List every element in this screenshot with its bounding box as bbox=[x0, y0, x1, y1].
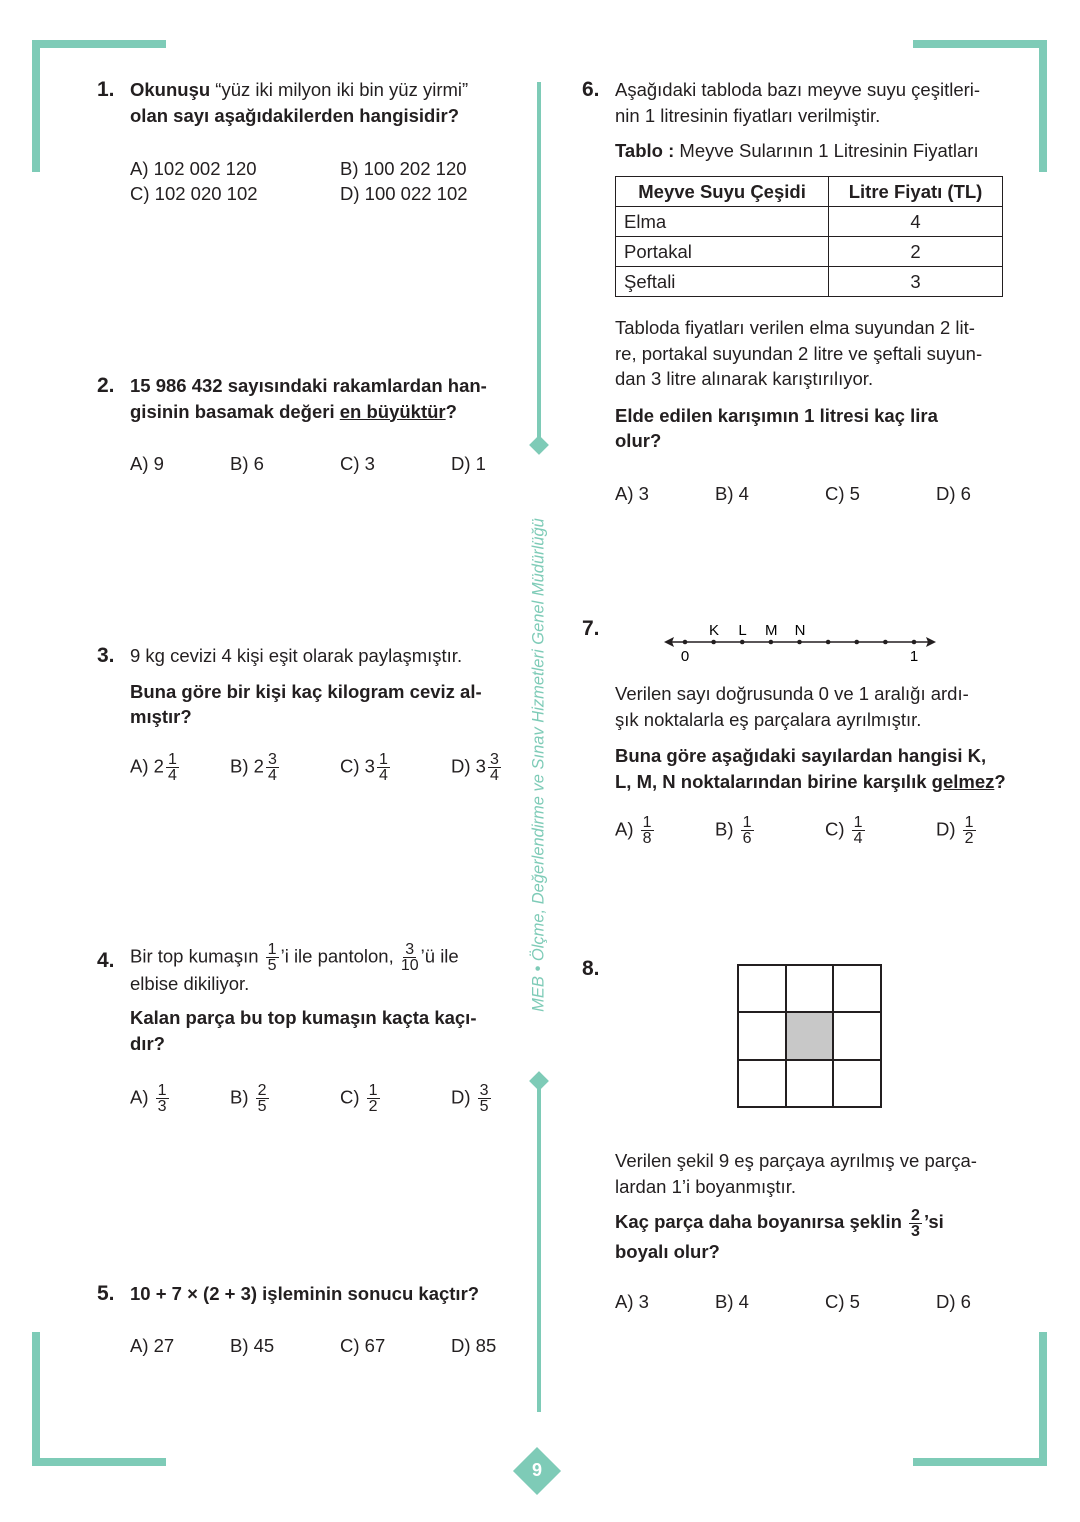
option-b[interactable] bbox=[230, 1083, 271, 1114]
option-a[interactable]: A) 27 bbox=[130, 1335, 175, 1356]
stem-bold: mıştır? bbox=[130, 706, 192, 727]
stem-bold: olur? bbox=[615, 430, 662, 451]
option-letter: B) bbox=[230, 1086, 249, 1108]
option-b[interactable]: B) 4 bbox=[715, 483, 749, 504]
table-cell: Elma bbox=[616, 207, 829, 237]
divider-diamond bbox=[529, 435, 549, 455]
denominator: 2 bbox=[368, 1098, 378, 1115]
corner-bracket bbox=[1039, 40, 1047, 172]
question-number: 2. bbox=[97, 374, 115, 397]
whole: 2 bbox=[253, 755, 264, 777]
grid-cell bbox=[786, 1012, 834, 1059]
one-label: 1 bbox=[909, 648, 919, 665]
question-number: 8. bbox=[582, 957, 600, 980]
option-b[interactable]: B) 6 bbox=[230, 453, 264, 474]
option-d[interactable] bbox=[451, 752, 503, 783]
point-label-k: K bbox=[708, 622, 720, 639]
column-divider bbox=[537, 82, 541, 440]
number-line-point bbox=[683, 640, 688, 645]
question-7-body bbox=[615, 681, 1006, 794]
grid-cell bbox=[738, 1060, 786, 1107]
denominator: 4 bbox=[853, 830, 863, 847]
option-c[interactable]: C) 3 bbox=[340, 453, 375, 474]
denominator: 4 bbox=[489, 767, 499, 784]
side-text: MEB • Ölçme, Değerlendirme ve Sınav Hizmetleri Genel Müdürlüğü bbox=[529, 518, 548, 1012]
stem-text: elbise dikiliyor. bbox=[130, 973, 250, 994]
fraction bbox=[266, 942, 279, 973]
stem-bold: 15 986 432 sayısındaki rakamlardan han- bbox=[130, 375, 487, 396]
option-b[interactable]: B) 4 bbox=[715, 1291, 749, 1312]
numerator: 1 bbox=[742, 814, 752, 831]
stem-text: ’i ile pantolon, bbox=[280, 945, 394, 967]
denominator: 5 bbox=[267, 957, 277, 974]
option-b[interactable] bbox=[230, 752, 281, 783]
fraction bbox=[963, 815, 976, 846]
option-c[interactable]: C) 5 bbox=[825, 1291, 860, 1312]
option-b[interactable] bbox=[715, 815, 756, 846]
corner-bracket bbox=[32, 1458, 166, 1466]
option-b[interactable]: B) 45 bbox=[230, 1335, 275, 1356]
square-grid-figure bbox=[737, 964, 882, 1108]
option-d[interactable]: D) 6 bbox=[936, 1291, 971, 1312]
option-letter: B) bbox=[715, 818, 734, 840]
stem-bold: gisinin basamak değeri bbox=[130, 400, 340, 422]
option-d[interactable] bbox=[451, 1083, 493, 1114]
option-letter: A) bbox=[615, 818, 634, 840]
question-3-stem bbox=[130, 643, 482, 730]
option-letter: D) bbox=[936, 818, 956, 840]
stem-text: Verilen şekil 9 eş parçaya ayrılmış ve parça- bbox=[615, 1150, 977, 1171]
fraction bbox=[909, 1208, 922, 1239]
numerator: 1 bbox=[964, 814, 974, 831]
fraction bbox=[852, 815, 865, 846]
number-line-point bbox=[826, 640, 831, 645]
corner-bracket bbox=[32, 40, 40, 172]
denominator: 6 bbox=[742, 830, 752, 847]
fraction bbox=[488, 752, 501, 783]
stem-text: Verilen sayı doğrusunda 0 ve 1 aralığı ardı- bbox=[615, 683, 969, 704]
whole: 3 bbox=[364, 755, 375, 777]
stem-bold: Buna göre bir kişi kaç kilogram ceviz al- bbox=[130, 680, 482, 702]
question-2-stem bbox=[130, 373, 487, 424]
fraction bbox=[377, 752, 390, 783]
stem-bold: Buna göre aşağıdaki sayılardan hangisi K, bbox=[615, 745, 987, 766]
table-cell: 3 bbox=[829, 267, 1003, 297]
stem-text: Aşağıdaki tabloda bazı meyve suyu çeşitleri- bbox=[615, 79, 981, 100]
number-line-point bbox=[769, 640, 774, 645]
denominator: 5 bbox=[257, 1098, 267, 1115]
option-d[interactable]: D) 85 bbox=[451, 1335, 497, 1356]
numerator: 1 bbox=[368, 1082, 378, 1099]
numerator: 1 bbox=[167, 751, 177, 768]
stem-text: lardan 1’i boyanmıştır. bbox=[615, 1175, 796, 1197]
fraction bbox=[478, 1083, 491, 1114]
option-b[interactable]: B) 100 202 120 bbox=[340, 158, 467, 179]
number-line-point bbox=[854, 640, 859, 645]
numerator: 3 bbox=[405, 941, 415, 958]
grid-cell bbox=[833, 965, 881, 1012]
table-header: Litre Fiyatı (TL) bbox=[829, 177, 1003, 207]
question-1-stem bbox=[130, 77, 468, 128]
denominator: 3 bbox=[911, 1222, 920, 1240]
table-row bbox=[616, 237, 1003, 267]
fraction bbox=[166, 752, 179, 783]
stem-underlined: gelmez bbox=[931, 770, 995, 792]
table-caption: Meyve Sularının 1 Litresinin Fiyatları bbox=[674, 140, 979, 161]
option-letter: B) bbox=[230, 755, 249, 777]
question-number: 4. bbox=[97, 949, 115, 972]
whole: 2 bbox=[153, 755, 164, 777]
table-cell: Portakal bbox=[616, 237, 829, 267]
numerator: 2 bbox=[257, 1082, 267, 1099]
denominator: 4 bbox=[378, 767, 388, 784]
stem-bold: ? bbox=[445, 400, 457, 422]
number-line-point bbox=[797, 640, 802, 645]
table-row bbox=[616, 267, 1003, 297]
option-c[interactable] bbox=[340, 1083, 382, 1114]
table-caption-label: Tablo : bbox=[615, 140, 675, 161]
grid-cell bbox=[786, 1060, 834, 1107]
option-a[interactable] bbox=[130, 752, 181, 783]
option-a[interactable] bbox=[615, 815, 656, 846]
stem-bold: Kalan parça bu top kumaşın kaçta kaçı- bbox=[130, 1007, 477, 1028]
denominator: 4 bbox=[167, 767, 177, 784]
stem-text: Bir top kumaşın bbox=[130, 945, 259, 967]
page-number: 9 bbox=[531, 1460, 542, 1480]
fraction bbox=[367, 1083, 380, 1114]
option-a[interactable]: A) 102 002 120 bbox=[130, 158, 257, 179]
table-cell: Şeftali bbox=[616, 267, 829, 297]
option-letter: A) bbox=[130, 755, 149, 777]
stem-bold: Elde edilen karışımın 1 litresi kaç lira bbox=[615, 404, 938, 426]
option-letter: C) bbox=[825, 818, 845, 840]
numerator: 3 bbox=[479, 1082, 489, 1099]
option-letter: D) bbox=[451, 755, 471, 777]
numerator: 1 bbox=[853, 814, 863, 831]
option-c[interactable]: C) 5 bbox=[825, 483, 860, 504]
option-c[interactable]: C) 102 020 102 bbox=[130, 183, 258, 204]
question-8-body bbox=[615, 1148, 977, 1264]
question-number: 1. bbox=[97, 78, 115, 101]
denominator: 2 bbox=[964, 830, 974, 847]
stem-bold: olan sayı aşağıdakilerden hangisidir? bbox=[130, 104, 459, 126]
zero-label: 0 bbox=[680, 648, 690, 665]
grid-cell bbox=[786, 965, 834, 1012]
fraction bbox=[741, 815, 754, 846]
stem-bold: Kaç parça daha boyanırsa şeklin bbox=[615, 1211, 902, 1232]
stem-text: “yüz iki milyon iki bin yüz yirmi” bbox=[210, 79, 469, 100]
column-divider bbox=[537, 1082, 541, 1412]
corner-bracket bbox=[913, 1458, 1047, 1466]
grid-cell bbox=[738, 965, 786, 1012]
price-table bbox=[615, 176, 1003, 297]
numerator: 3 bbox=[489, 751, 499, 768]
stem-bold: dır? bbox=[130, 1032, 165, 1054]
denominator: 10 bbox=[400, 957, 419, 974]
number-line-point bbox=[883, 640, 888, 645]
table-header: Meyve Suyu Çeşidi bbox=[616, 177, 829, 207]
option-d[interactable]: D) 1 bbox=[451, 453, 486, 474]
corner-bracket bbox=[32, 1332, 40, 1466]
option-a[interactable]: A) 3 bbox=[615, 483, 649, 504]
question-4-stem bbox=[130, 942, 477, 1056]
stem-text: şık noktalarla eş parçalara ayrılmıştır. bbox=[615, 708, 922, 730]
stem-bold: ’si bbox=[923, 1211, 944, 1232]
grid-cell bbox=[833, 1060, 881, 1107]
question-number: 5. bbox=[97, 1282, 115, 1305]
corner-bracket bbox=[913, 40, 1047, 48]
numerator: 1 bbox=[378, 751, 388, 768]
option-c[interactable] bbox=[340, 752, 392, 783]
question-6-stem bbox=[615, 77, 980, 164]
denominator: 8 bbox=[642, 830, 652, 847]
denominator: 4 bbox=[267, 767, 277, 784]
question-6-body bbox=[615, 315, 982, 454]
whole: 3 bbox=[475, 755, 486, 777]
stem-text: Tabloda fiyatları verilen elma suyundan 2 lit- bbox=[615, 317, 975, 338]
table-cell: 4 bbox=[829, 207, 1003, 237]
option-a[interactable]: A) 9 bbox=[130, 453, 164, 474]
grid-cell bbox=[738, 1012, 786, 1059]
option-a[interactable]: A) 3 bbox=[615, 1291, 649, 1312]
table-row bbox=[616, 207, 1003, 237]
table-cell: 2 bbox=[829, 237, 1003, 267]
fraction bbox=[641, 815, 654, 846]
question-number: 3. bbox=[97, 644, 115, 667]
stem-text: nin 1 litresinin fiyatları verilmiştir. bbox=[615, 104, 881, 126]
numerator: 2 bbox=[911, 1206, 920, 1224]
option-letter: C) bbox=[340, 755, 360, 777]
stem-text: 9 kg cevizi 4 kişi eşit olarak paylaşmıştır. bbox=[130, 645, 463, 666]
stem-bold: Okunuşu bbox=[130, 79, 211, 100]
number-line bbox=[660, 615, 940, 665]
number-line-point bbox=[740, 640, 745, 645]
option-d[interactable] bbox=[936, 815, 978, 846]
fraction bbox=[156, 1083, 169, 1114]
stem-underlined: en büyüktür bbox=[339, 400, 446, 422]
numerator: 1 bbox=[267, 941, 277, 958]
stem-text: dan 3 litre alınarak karıştırılıyor. bbox=[615, 368, 874, 389]
number-line-point bbox=[912, 640, 917, 645]
option-letter: A) bbox=[130, 1086, 149, 1108]
stem-text: re, portakal suyundan 2 litre ve şeftali suyun- bbox=[615, 342, 983, 364]
point-label-m: M bbox=[765, 622, 778, 639]
stem-bold: L, M, N noktalarından birine karşılık bbox=[615, 770, 932, 792]
option-letter: D) bbox=[451, 1086, 471, 1108]
option-c[interactable] bbox=[825, 815, 867, 846]
stem-bold: boyalı olur? bbox=[615, 1240, 720, 1262]
question-number: 7. bbox=[582, 617, 600, 640]
option-c[interactable]: C) 67 bbox=[340, 1335, 386, 1356]
numerator: 1 bbox=[642, 814, 652, 831]
option-letter: C) bbox=[340, 1086, 360, 1108]
option-d[interactable]: D) 6 bbox=[936, 483, 971, 504]
question-number: 6. bbox=[582, 78, 600, 101]
point-label-n: N bbox=[794, 622, 806, 639]
fraction bbox=[401, 942, 419, 973]
denominator: 5 bbox=[479, 1098, 489, 1115]
numerator: 3 bbox=[267, 751, 277, 768]
stem-bold: ? bbox=[994, 770, 1006, 792]
question-5-stem: 10 + 7 × (2 + 3) işleminin sonucu kaçtır? bbox=[130, 1283, 480, 1304]
corner-bracket bbox=[1039, 1332, 1047, 1466]
number-line-point bbox=[711, 640, 716, 645]
option-a[interactable] bbox=[130, 1083, 171, 1114]
fraction bbox=[256, 1083, 269, 1114]
fraction bbox=[266, 752, 279, 783]
option-d[interactable]: D) 100 022 102 bbox=[340, 183, 468, 204]
stem-text: ’ü ile bbox=[420, 945, 459, 967]
point-label-l: L bbox=[738, 622, 747, 639]
grid-cell bbox=[833, 1012, 881, 1059]
corner-bracket bbox=[32, 40, 166, 48]
denominator: 3 bbox=[157, 1098, 167, 1115]
numerator: 1 bbox=[157, 1082, 167, 1099]
